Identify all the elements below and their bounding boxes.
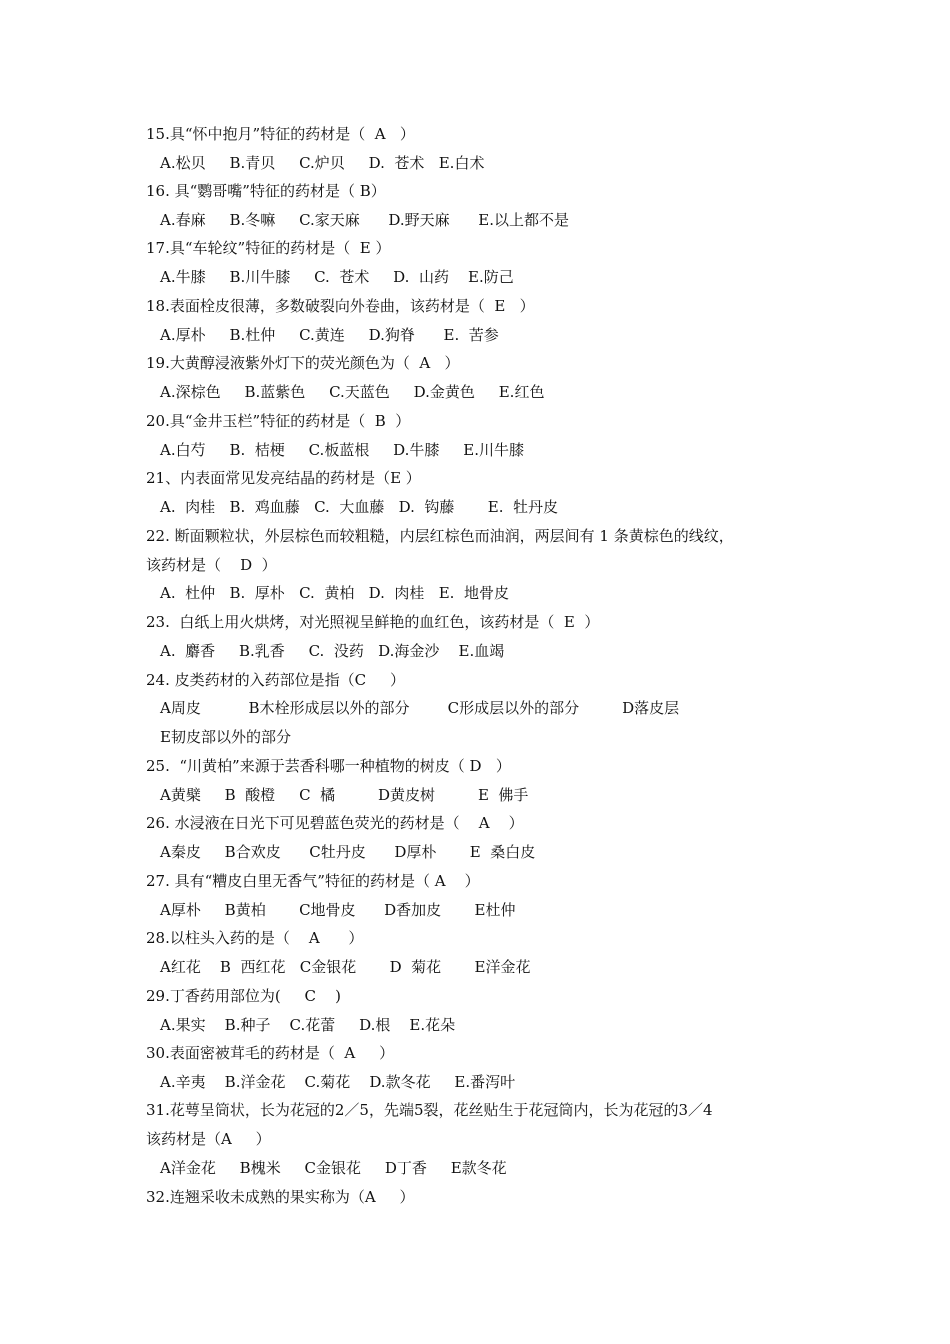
question-32: 32.连翘采收未成熟的果实称为（A ） [146,1188,415,1206]
question-25: 25. “川黄柏”来源于芸香科哪一种植物的树皮（ D ） [146,757,511,775]
question-22-cont: 该药材是（ D ） [146,556,277,574]
question-31-cont: 该药材是（A ） [146,1130,271,1148]
options-24-cont: E韧皮部以外的部分 [160,728,291,746]
options-19: A.深棕色 B.蓝紫色 C.天蓝色 D.金黄色 E.红色 [160,383,545,401]
question-18: 18.表面栓皮很薄，多数破裂向外卷曲，该药材是（ E ） [146,297,535,315]
question-24: 24. 皮类药材的入药部位是指（C ） [146,671,405,689]
options-21: A. 肉桂 B. 鸡血藤 C. 大血藤 D. 钩藤 E. 牡丹皮 [160,498,559,516]
options-22: A. 杜仲 B. 厚朴 C. 黄柏 D. 肉桂 E. 地骨皮 [160,584,509,602]
question-15: 15.具“怀中抱月”特征的药材是（ A ） [146,125,415,143]
question-30: 30.表面密被茸毛的药材是（ A ） [146,1044,395,1062]
options-27: A厚朴 B黄柏 C地骨皮 D香加皮 E杜仲 [160,901,516,919]
question-26: 26. 水浸液在日光下可见碧蓝色荧光的药材是（ A ） [146,814,524,832]
question-19: 19.大黄醇浸液紫外灯下的荧光颜色为（ A ） [146,354,460,372]
options-15: A.松贝 B.青贝 C.炉贝 D. 苍术 E.白术 [160,154,485,172]
question-27: 27. 具有“糟皮白里无香气”特征的药材是（ A ） [146,872,480,890]
options-31: A洋金花 B槐米 C金银花 D丁香 E款冬花 [160,1159,507,1177]
question-22: 22. 断面颗粒状，外层棕色而较粗糙，内层红棕色而油润，两层间有 1 条黄棕色的线纹， [146,527,734,545]
question-16: 16. 具“鹦哥嘴”特征的药材是（ B） [146,182,386,200]
question-29: 29.丁香药用部位为( C ) [146,987,341,1005]
question-20: 20.具“金井玉栏”特征的药材是（ B ） [146,412,411,430]
options-26: A秦皮 B合欢皮 C牡丹皮 D厚朴 E 桑白皮 [160,843,536,861]
options-17: A.牛膝 B.川牛膝 C. 苍术 D. 山药 E.防己 [160,268,514,286]
question-17: 17.具“车轮纹”特征的药材是（ E ） [146,239,391,257]
options-25: A黄檗 B 酸橙 C 橘 D黄皮树 E 佛手 [160,786,529,804]
options-30: A.辛夷 B.洋金花 C.菊花 D.款冬花 E.番泻叶 [160,1073,516,1091]
options-18: A.厚朴 B.杜仲 C.黄连 D.狗脊 E. 苦参 [160,326,499,344]
options-20: A.白芍 B. 桔梗 C.板蓝根 D.牛膝 E.川牛膝 [160,441,524,459]
question-28: 28.以柱头入药的是（ A ） [146,929,364,947]
options-28: A红花 B 西红花 C金银花 D 菊花 E洋金花 [160,958,531,976]
options-24: A周皮 B木栓形成层以外的部分 C形成层以外的部分 D落皮层 [160,699,680,717]
options-29: A.果实 B.种子 C.花蕾 D.根 E.花朵 [160,1016,456,1034]
question-21: 21、内表面常见发亮结晶的药材是（E ） [146,469,421,487]
question-23: 23. 白纸上用火烘烤，对光照视呈鲜艳的血红色，该药材是（ E ） [146,613,600,631]
question-31: 31.花萼呈筒状，长为花冠的2／5，先端5裂，花丝贴生于花冠筒内，长为花冠的3／4 [146,1101,713,1119]
options-16: A.春麻 B.冬嘛 C.家天麻 D.野天麻 E.以上都不是 [160,211,569,229]
options-23: A. 麝香 B.乳香 C. 没药 D.海金沙 E.血竭 [160,642,505,660]
